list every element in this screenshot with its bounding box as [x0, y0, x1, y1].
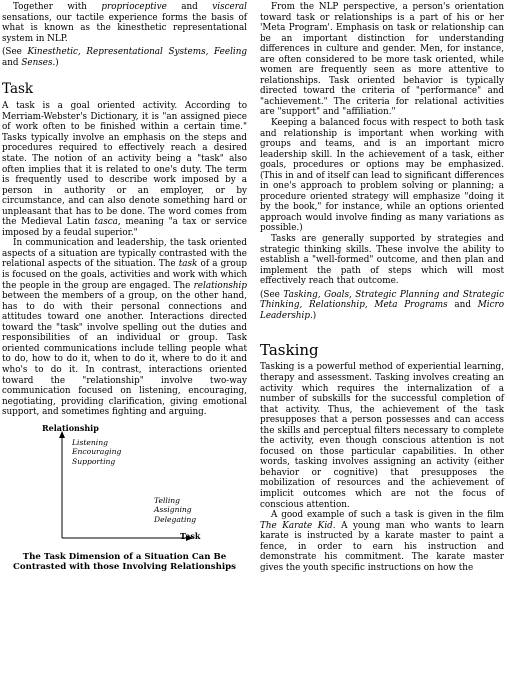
task-heading: Task	[2, 81, 34, 98]
task-paragraph-2: In communication and leadership, the task oriented aspects of a situation are typically contrasted with the relational aspects of the situation. The task of a group is focused on the goals, activities and work with which the people in the group are engaged. The relationship between the members of a group, on the other hand, has to do with their personal connections and attitudes toward one another. Interactions directed toward the "task" involve spelling out the duties and responsibilities of an individual or group. Task oriented communications include telling people what to do, how to do it, when to do it, where to do it and who's to do it. In contrast, interactions oriented toward the "relationship" involve two-way communication focused on listening, encouraging, negotiating, providing clarification, giving emotional support, and sometimes fighting and arguing.	[2, 238, 248, 418]
right-column	[260, 2, 504, 573]
nlp-perspective-paragraph: From the NLP perspective, a person's orientation toward task or relationships is a part of his or her 'Meta Program'. Emphasis on task or relationship can be an important distinction for understanding differences in culture and gender. Men, for instance, are often considered to be more task oriented, while women are frequently seen as more attentive to relationships. Task oriented behavior is typically directed toward the criteria of "performance" and "achievement." The criteria for relational activities are "support" and "affiliation."	[260, 2, 504, 118]
relationship-item: Listening	[72, 437, 108, 447]
x-axis-label: Task	[180, 530, 201, 541]
task-relationship-diagram	[2, 422, 247, 548]
task-item: Assigning	[154, 505, 192, 515]
task-item: Telling	[154, 495, 181, 505]
tasking-paragraph-1: Tasking is a powerful method of experiential learning, therapy and assessment. Tasking involves creating an activity which requires the internalization of a number of subskills for the successful completion of that activity. Thus, the achievement of the task presupposes that a person possesses and can access the skills and perceptual filters necessary to complete the activity, even though conscious attention is not focused on those particular capabilities. In other words, tasking involves assigning an activity (either behavior or cognitive) that presupposes the mobilization of resources and the achievement of implicit outcomes which are not the focus of conscious attention.	[260, 362, 504, 510]
tasking-heading: Tasking	[260, 341, 319, 360]
task-item: Delegating	[154, 514, 197, 524]
strategies-paragraph: Tasks are generally supported by strategies and strategic thinking skills. These involve the ability to establish a "well-formed" outcome, and then plan and implement the path of steps which will most effectively reach that outcome.	[260, 234, 504, 287]
diagram-axes	[2, 422, 247, 548]
tasking-paragraph-2: A good example of such a task is given in the film The Karate Kid. A young man who wants to learn karate is instructed by a karate master to paint a fence, in order to earn his instruction and demonstrate his commitment. The karate master gives the youth specific instructions on how the	[260, 510, 504, 573]
figure-caption: The Task Dimension of a Situation Can Be Contrasted with those Involving Relationships	[13, 551, 236, 573]
left-column	[2, 2, 247, 573]
relationship-behaviors	[72, 438, 121, 466]
see-also-intro: (See Kinesthetic, Representational Systems, Feeling and Senses.)	[2, 47, 248, 68]
task-behaviors	[154, 496, 196, 524]
see-also-task: (See Tasking, Goals, Strategic Planning and Strategic Thinking, Relationship, Meta Programs and Micro Leadership.)	[260, 289, 505, 321]
relationship-item: Encouraging	[72, 447, 122, 457]
balanced-focus-paragraph: Keeping a balanced focus with respect to both task and relationship is important when working with groups and teams, and is an important micro leadership skill. In the achievement of a task, either goals, procedures or options may be emphasized. (This in and of itself can lead to significant differences in one's approach to problem solving or planning; a procedure oriented strategy will emphasize "doing it by the book," for instance, while an options oriented approach would involve finding as many variations as possible.)	[260, 118, 504, 234]
y-axis-label: Relationship	[42, 422, 99, 433]
relationship-item: Supporting	[72, 456, 116, 466]
task-paragraph-1: A task is a goal oriented activity. According to Merriam-Webster's Dictionary, it is "an assigned piece of work often to be finished within a certain time." Tasks typically involve an emphasis on the steps and procedures required to effectively reach a desired state. The notion of an activity being a "task" also often implies that it is related to one's duty. The term is frequently used to describe work imposed by a person in authority or an employer, or by circumstance, and can also denote something hard or unpleasant that has to be done. The word comes from the Medieval Latin tasca, meaning "a tax or service imposed by a feudal superior."	[2, 101, 247, 238]
intro-paragraph: Together with proprioceptive and visceral sensations, our tactile experience forms the basis of what is known as the kinesthetic representational system in NLP.	[2, 2, 247, 44]
